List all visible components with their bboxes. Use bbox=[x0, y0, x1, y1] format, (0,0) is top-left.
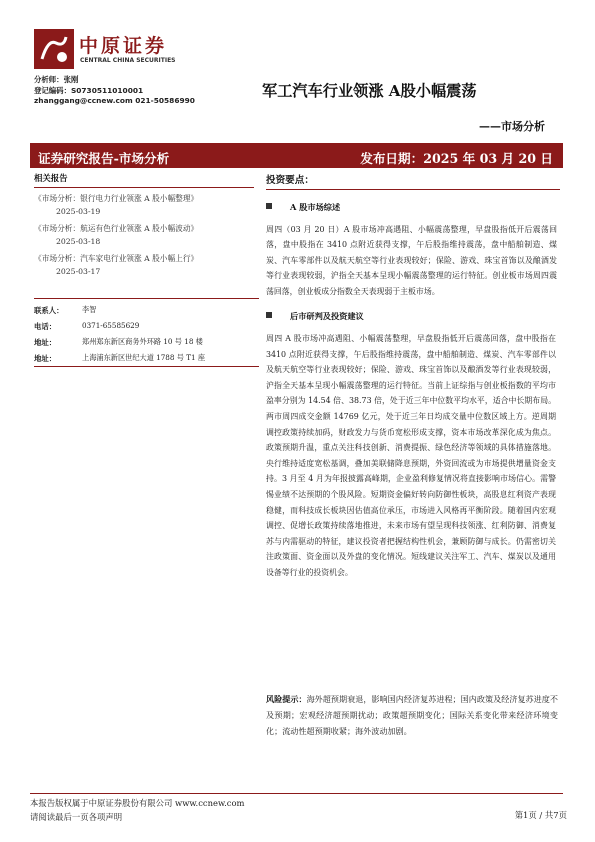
outlook-paragraph: 周四 A 股市场冲高遇阻、小幅震荡整理，早盘股指低开后震荡回落，盘中股指在 3410 点附近获得支撑，午后股指维持震荡，盘中船舶制造、煤炭、汽车零部件以及航天航空等行业表现较好；保险、游戏、珠宝首饰以及酿酒发等行业表现较弱，沪指全天基本呈现小幅震荡整理的运行特征。当前上证综指与创业板指数的平均市盈率分别为 14.54 倍、38.73 倍，处于近三年中位数平均水平，适合中长期布局。两市周四成交金额 14769 亿元，处于近三年日均成交量中位数区域上方。逆周期调控政策持续加码，财政发力与货币宽松形成支撑，资本市场改革深化成为焦点。政策预期升温，重点关注科技创新、消费提振、绿色经济等领域的具体措施落地。央行维持适度宽松基调，叠加美联储降息预期，外资回流或为市场提供增量资金支持。3 月至 4 月为年报披露高峰期，企业盈利修复情况将直接影响市场信心。需警惕业绩不达预期的个股风险。短期资金偏好转向防御性板块，高股息红利资产表现稳健，而科技成长板块因估值高位承压，市场进入风格再平衡阶段。随着国内宏观调控、促增长政策持续落地推进，未来市场有望呈现科技领涨、红利防御、消费复苏与内需驱动的特征，建议投资者把握结构性机会，兼顾防御与成长。仍需密切关注政策面、资金面以及外盘的变化情况。短线建议关注军工、汽车、煤炭以及通用设备等行业的投资机会。 bbox=[266, 334, 556, 577]
contact-phone: 0371-65585629 bbox=[82, 321, 140, 330]
contact-address2-row bbox=[34, 350, 259, 366]
market-review-paragraph: 周四（03 月 20 日）A 股市场冲高遇阻、小幅震荡整理，早盘股指低开后震荡回落，盘中股指在 3410 点附近获得支撑，午后股指维持震荡，盘中船舶制造、煤炭、汽车零部件以及航天航空等行业表现较好；保险、游戏、珠宝首饰以及酿酒发等行业表现较弱，沪指全天基本呈现小幅震荡整理的运行特征。创业板市场周四震荡回落，创业板成分指数全天表现弱于主板市场。 bbox=[266, 225, 557, 296]
related-report-title: 《市场分析：汽车家电行业领涨 A 股小幅上行》 bbox=[34, 253, 199, 263]
risk-warning bbox=[266, 691, 558, 740]
footer-notice bbox=[30, 796, 244, 825]
report-subtitle: ——市场分析 bbox=[479, 120, 545, 133]
contact-phone-row bbox=[34, 318, 259, 334]
divider bbox=[34, 366, 259, 367]
related-reports-list bbox=[34, 192, 254, 278]
footer-divider bbox=[30, 793, 563, 794]
contact-block bbox=[34, 298, 259, 367]
report-type-band bbox=[30, 143, 563, 168]
report-title: 军工汽车行业领涨 A股小幅震荡 bbox=[262, 82, 477, 100]
related-report-title: 《市场分析：银行电力行业领涨 A 股小幅整理》 bbox=[34, 194, 199, 203]
report-type: 证券研究报告-市场分析 bbox=[38, 151, 170, 166]
company-logo bbox=[34, 29, 189, 69]
risk-text: 海外超预期衰退，影响国内经济复苏进程；国内政策及经济复苏进度不及预期；宏观经济超预期扰动；政策超预期变化；国际关系变化带来经济环境变化；流动性超预期收紧；海外波动加剧。 bbox=[266, 694, 558, 737]
analyst-info bbox=[34, 75, 224, 107]
analyst-name: 分析师：张刚 bbox=[34, 75, 79, 84]
publish-date: 发布日期：2025 年 03 月 20 日 bbox=[360, 151, 553, 166]
contact-phone-label: 电话： bbox=[34, 322, 57, 331]
risk-label: 风险提示： bbox=[266, 694, 307, 704]
related-reports bbox=[34, 172, 254, 281]
related-report-date: 2025-03-18 bbox=[56, 237, 101, 247]
contact-person: 李智 bbox=[82, 305, 97, 314]
contact-address-row bbox=[34, 334, 259, 350]
divider bbox=[34, 298, 259, 299]
related-reports-heading: 相关报告 bbox=[34, 172, 254, 188]
related-report-item[interactable] bbox=[34, 252, 254, 279]
section-heading-market-review bbox=[266, 202, 560, 213]
related-report-item[interactable] bbox=[34, 192, 254, 219]
section-title: 后市研判及投资建议 bbox=[290, 311, 364, 322]
related-report-date: 2025-03-19 bbox=[56, 207, 101, 217]
key-points bbox=[266, 172, 560, 581]
contact-address: 郑州郑东新区商务外环路 10 号 18 楼 bbox=[82, 337, 203, 346]
bullet-square-icon bbox=[266, 312, 272, 318]
logo-name-en: CENTRAL CHINA SECURITIES bbox=[80, 57, 176, 64]
contact-address2-label: 地址： bbox=[34, 354, 57, 363]
related-report-title: 《市场分析：航运有色行业领涨 A 股小幅波动》 bbox=[34, 223, 199, 233]
related-report-date: 2025-03-17 bbox=[56, 267, 101, 277]
contact-address2: 上海浦东新区世纪大道 1788 号 T1 座 bbox=[82, 353, 206, 362]
bullet-square-icon bbox=[266, 203, 272, 209]
related-report-item[interactable] bbox=[34, 222, 254, 249]
contact-person-row bbox=[34, 302, 259, 318]
contact-address-label: 地址： bbox=[34, 338, 57, 347]
copyright-line: 本报告版权属于中原证券股份有限公司 www.ccnew.com bbox=[30, 798, 245, 808]
page-number: 第1页 / 共7页 bbox=[514, 810, 567, 820]
contact-person-label: 联系人： bbox=[34, 306, 64, 315]
section-heading-outlook bbox=[266, 311, 560, 322]
section-title: A 股市场综述 bbox=[290, 202, 341, 212]
analyst-contact: zhanggang@ccnew.com 021-50586990 bbox=[34, 96, 195, 106]
disclaimer-line: 请阅读最后一页各项声明 bbox=[30, 812, 123, 823]
analyst-registration: 登记编码：S0730511010001 bbox=[34, 85, 144, 95]
logo-mark-icon bbox=[34, 29, 74, 69]
key-points-heading: 投资要点： bbox=[266, 172, 560, 190]
logo-name-cn: 中原证券 bbox=[79, 35, 168, 57]
